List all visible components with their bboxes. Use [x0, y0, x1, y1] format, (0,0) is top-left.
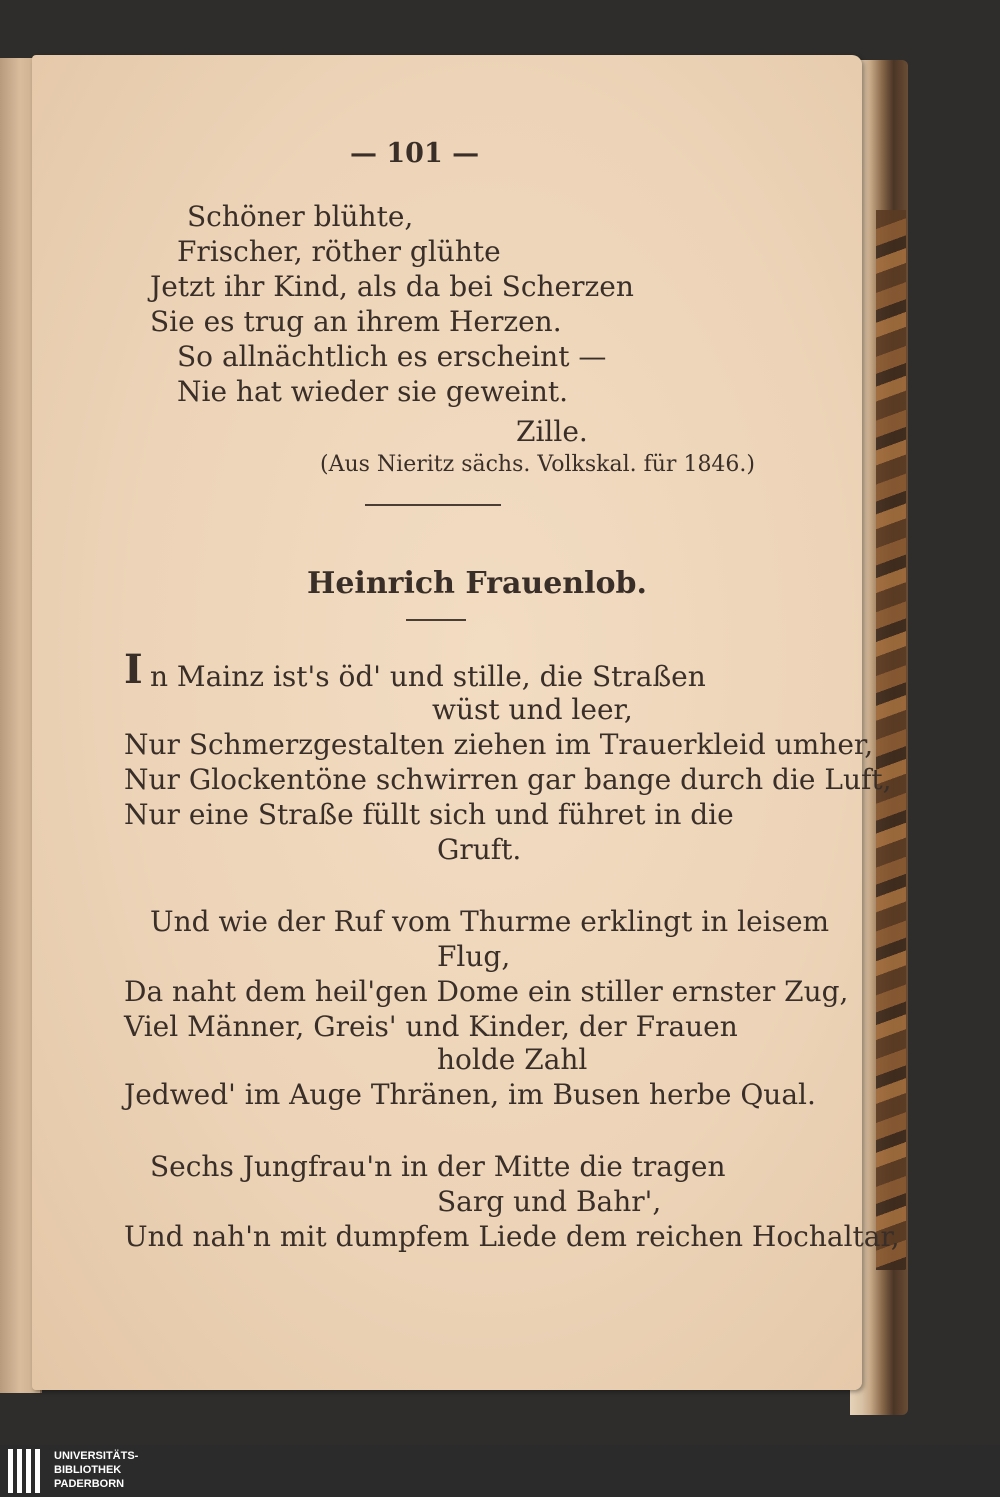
poem-line: holde Zahl — [437, 1043, 588, 1076]
poem-line: Flug, — [437, 940, 511, 973]
page-number: — 101 — — [350, 138, 480, 169]
poem-line: Viel Männer, Greis' und Kinder, der Frauen — [124, 1010, 738, 1043]
poem-author: Zille. — [516, 415, 588, 448]
poem-line: Nie hat wieder sie geweint. — [177, 375, 569, 408]
library-logo-line: PADERBORN — [54, 1478, 125, 1490]
book-page — [32, 55, 900, 1390]
poem-line: Nur eine Straße füllt sich und führet in die — [124, 798, 734, 831]
library-logo-line: UNIVERSITÄTS- — [54, 1450, 139, 1462]
poem-line: Jedwed' im Auge Thränen, im Busen herbe Qual. — [124, 1078, 816, 1111]
poem-line: Und wie der Ruf vom Thurme erklingt in leisem — [150, 905, 830, 938]
marbled-cover — [876, 210, 906, 1270]
poem-line: So allnächtlich es erscheint — — [177, 340, 607, 373]
drop-cap: I — [124, 646, 143, 693]
poem-line: n Mainz ist's öd' und stille, die Straßen — [150, 660, 706, 693]
poem-line: Nur Glockentöne schwirren gar bange durch die Luft, — [124, 763, 892, 796]
poem-source: (Aus Nieritz sächs. Volkskal. für 1846.) — [320, 452, 756, 477]
poem-line: Sarg und Bahr', — [437, 1185, 662, 1218]
poem-title: Heinrich Frauenlob. — [307, 566, 647, 601]
poem-line: Da naht dem heil'gen Dome ein stiller ernster Zug, — [124, 975, 849, 1008]
library-footer — [0, 1445, 1000, 1497]
poem-line: Jetzt ihr Kind, als da bei Scherzen — [150, 270, 634, 303]
title-divider — [406, 619, 466, 621]
library-logo-icon — [8, 1449, 48, 1493]
poem-line: Frischer, röther glühte — [177, 235, 501, 268]
section-divider — [365, 504, 501, 506]
poem-line: wüst und leer, — [432, 693, 633, 726]
poem-line: Sie es trug an ihrem Herzen. — [150, 305, 562, 338]
library-logo-line: BIBLIOTHEK — [54, 1464, 122, 1476]
poem-line: Schöner blühte, — [187, 200, 414, 233]
poem-line: Nur Schmerzgestalten ziehen im Trauerkleid umher, — [124, 728, 874, 761]
poem-line: Und nah'n mit dumpfem Liede dem reichen Hochaltar, — [124, 1220, 900, 1253]
library-logo-text — [54, 1449, 138, 1491]
poem-line: Gruft. — [437, 833, 522, 866]
poem-line: Sechs Jungfrau'n in der Mitte die tragen — [150, 1150, 726, 1183]
